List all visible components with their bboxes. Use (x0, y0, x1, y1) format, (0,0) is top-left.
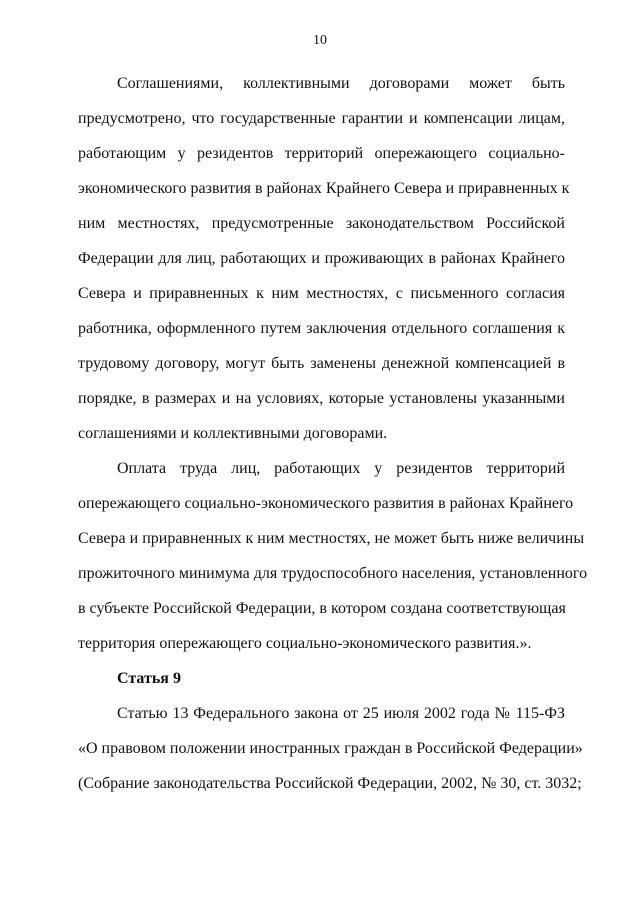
text-line: соглашениями и коллективными договорами. (78, 425, 388, 442)
text-line: в субъекте Российской Федерации, в котором создана соответствующая (78, 600, 566, 617)
text-line: Статью 13 Федерального закона от 25 июля 2002 года № 115-ФЗ (117, 705, 565, 722)
text-line: Севера и приравненных к ним местностях, с письменного согласия (78, 285, 565, 302)
text-line: работника, оформленного путем заключения отдельного соглашения к (78, 320, 565, 337)
text-line: экономического развития в районах Крайнего Севера и приравненных к (78, 180, 570, 197)
text-line: прожиточного минимума для трудоспособного населения, установленного (78, 565, 588, 582)
text-line: опережающего социально-экономического развития в районах Крайнего (78, 495, 574, 512)
text-line: порядке, в размерах и на условиях, которые установлены указанными (78, 390, 565, 407)
text-line: Оплата труда лиц, работающих у резидентов территорий (117, 460, 565, 477)
text-line: работающим у резидентов территорий опережающего социально- (78, 145, 565, 162)
text-line: Федерации для лиц, работающих и проживающих в районах Крайнего (78, 250, 565, 267)
text-line: Севера и приравненных к ним местностях, не может быть ниже величины (78, 530, 585, 547)
text-line: «О правовом положении иностранных граждан в Российской Федерации» (78, 740, 583, 757)
text-line: (Собрание законодательства Российской Федерации, 2002, № 30, ст. 3032; (78, 775, 582, 792)
article-heading: Статья 9 (117, 670, 181, 687)
text-line: Соглашениями, коллективными договорами может быть (117, 75, 565, 92)
text-line: ним местностях, предусмотренные законодательством Российской (78, 215, 565, 232)
page-number: 10 (313, 33, 327, 48)
text-line: предусмотрено, что государственные гарантии и компенсации лицам, (78, 110, 565, 127)
text-line: территория опережающего социально-экономического развития.». (78, 635, 532, 652)
text-line: трудовому договору, могут быть заменены денежной компенсацией в (78, 355, 565, 372)
